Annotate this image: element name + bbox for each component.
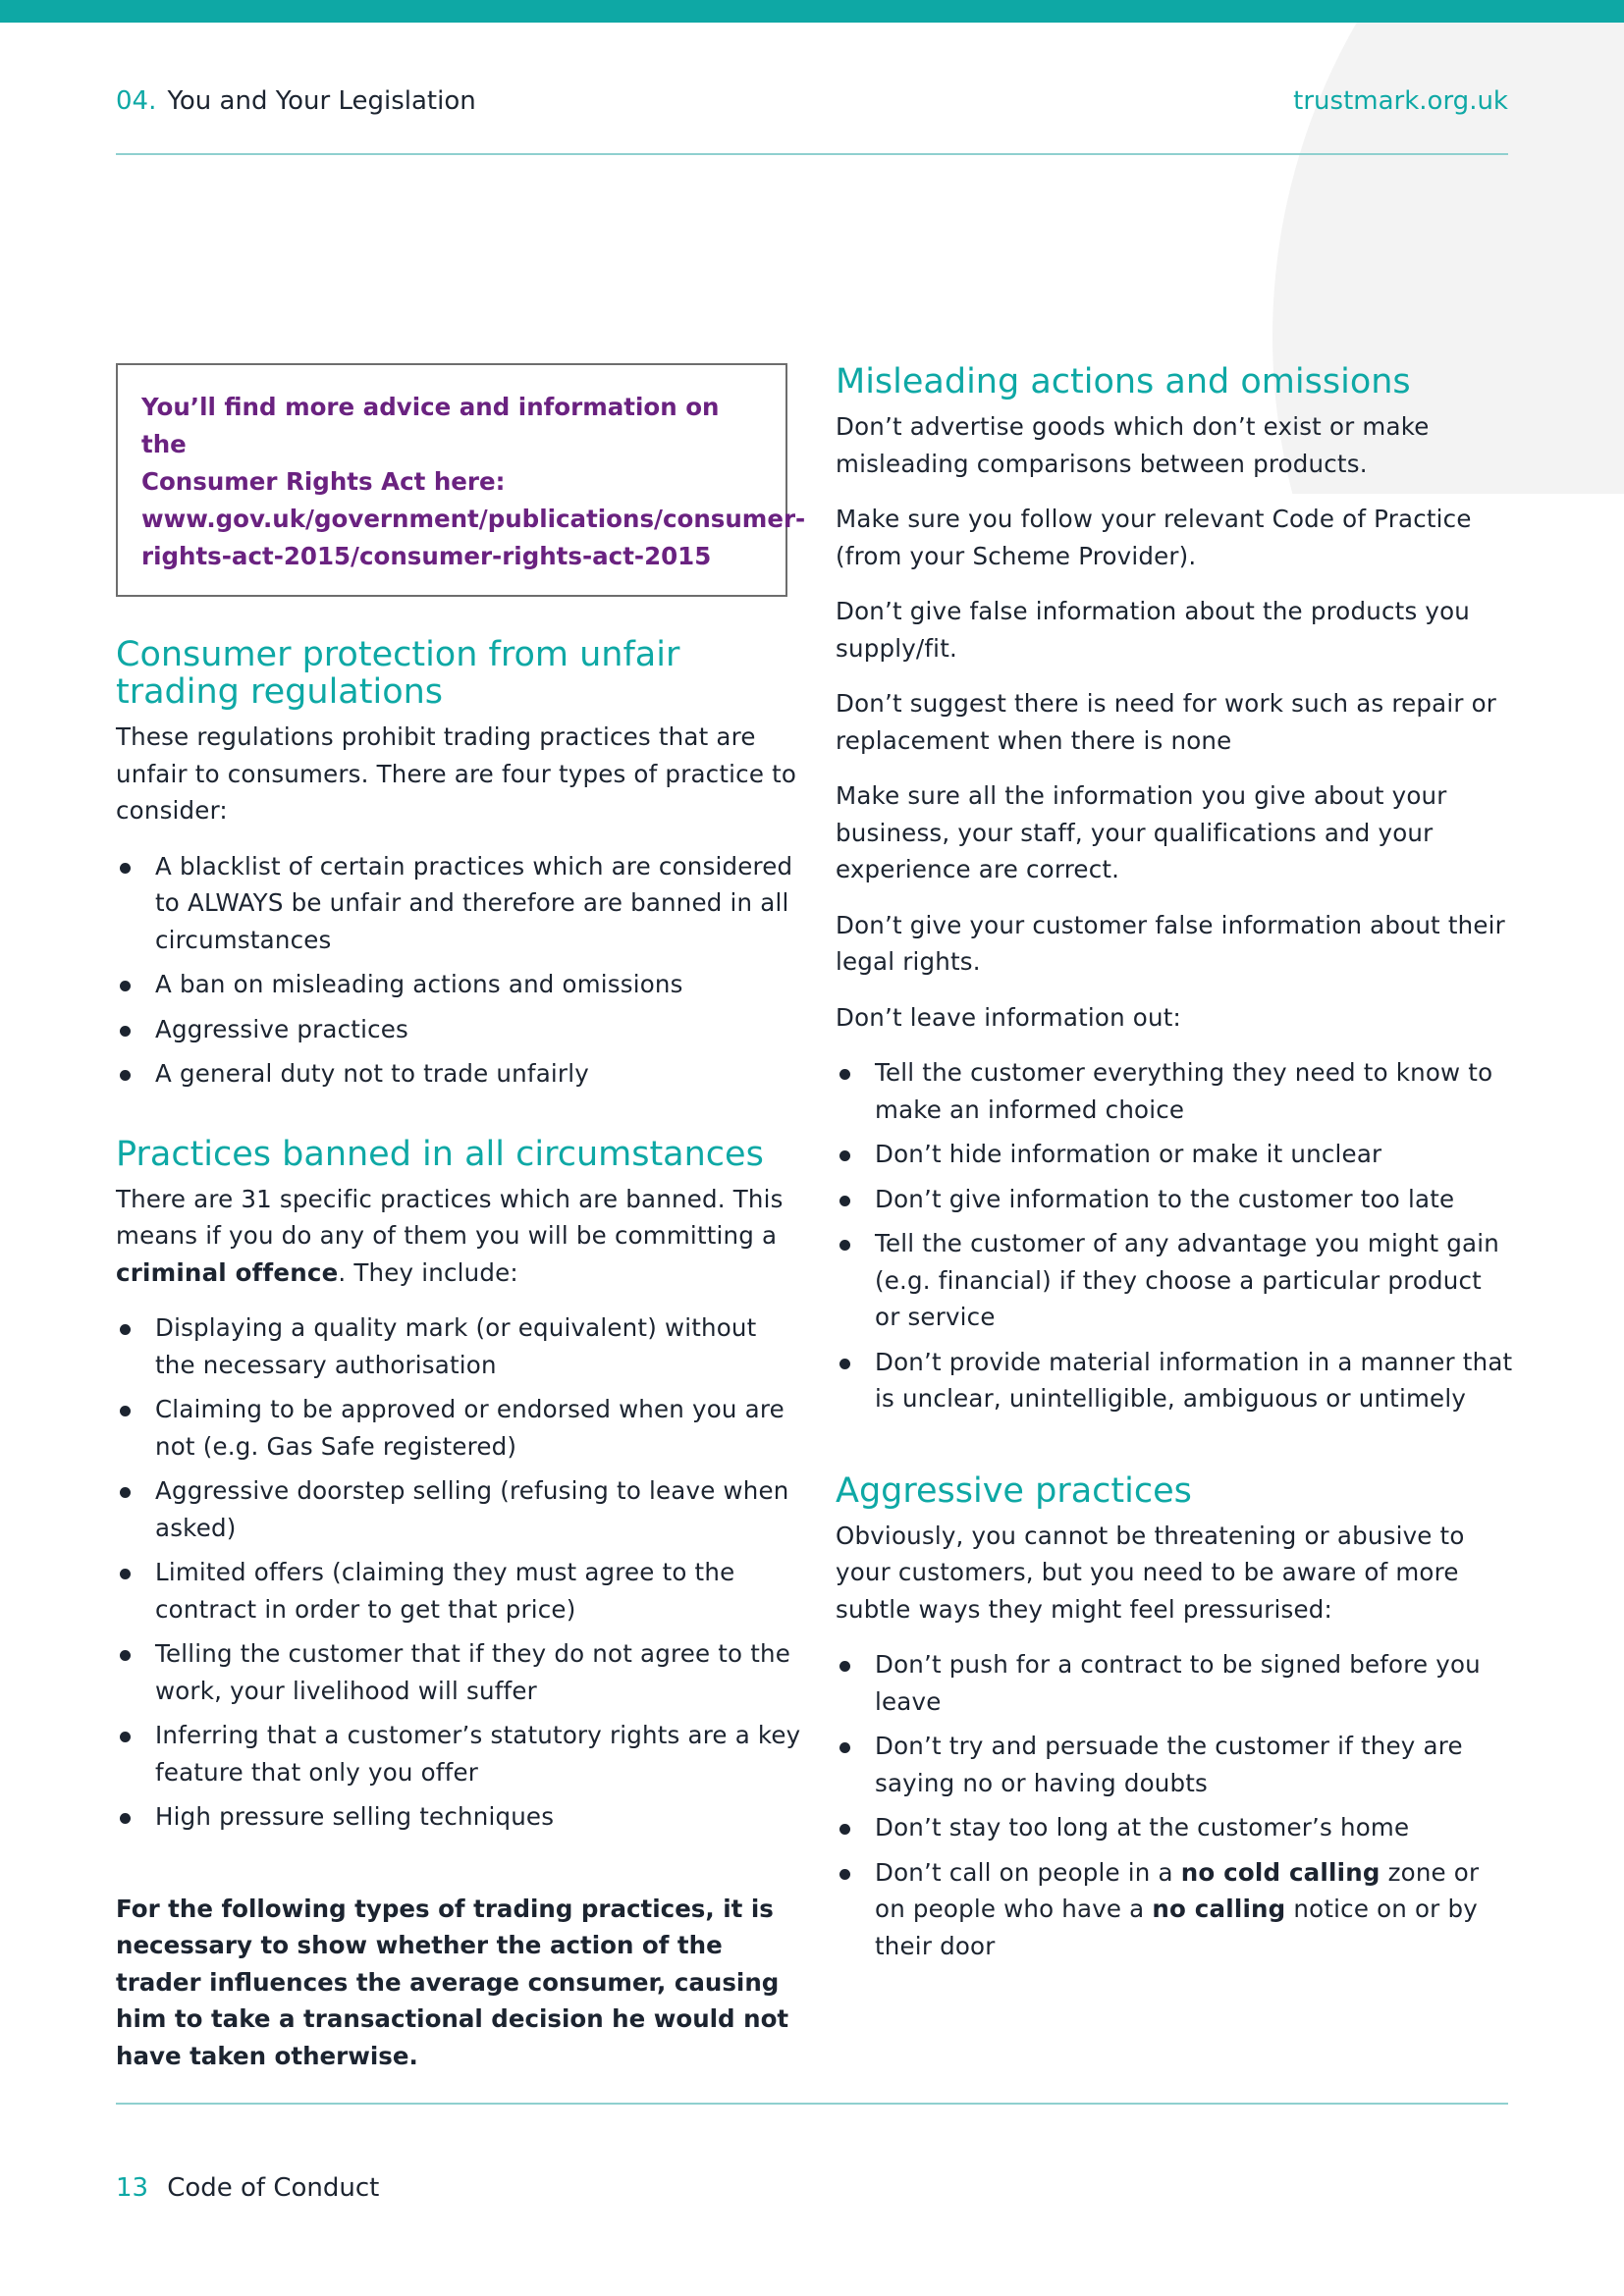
bullet-icon xyxy=(120,1732,131,1742)
list-item: Don’t give information to the customer too late xyxy=(836,1181,1513,1218)
list-item: Tell the customer everything they need to know to make an informed choice xyxy=(836,1054,1513,1128)
info-box xyxy=(116,363,806,597)
list-item: A blacklist of certain practices which are considered to ALWAYS be unfair and therefore are banned in all circumstances xyxy=(116,848,803,959)
header-divider xyxy=(116,153,1508,155)
top-accent-bar xyxy=(0,0,1624,23)
bullet-icon xyxy=(120,1026,131,1037)
footer-divider xyxy=(116,2103,1508,2105)
page-footer xyxy=(116,2173,379,2203)
list-item: High pressure selling techniques xyxy=(116,1798,803,1836)
list-item: A ban on misleading actions and omissions xyxy=(116,966,803,1003)
bullet-icon xyxy=(839,1869,850,1880)
consumer-protection-intro: These regulations prohibit trading practices that are unfair to consumers. There are four types of practice to consider: xyxy=(116,722,797,825)
misleading-heading: Misleading actions and omissions xyxy=(836,362,1411,401)
list-item: Don’t provide material information in a manner that is unclear, unintelligible, ambiguous or untimely xyxy=(836,1344,1513,1417)
bullet-icon xyxy=(839,1069,850,1080)
bullet-icon xyxy=(839,1359,850,1369)
paragraph: Make sure you follow your relevant Code of Practice (from your Scheme Provider). xyxy=(836,505,1472,570)
paragraph: Don’t suggest there is need for work such as repair or replacement when there is none xyxy=(836,689,1497,755)
section-number: 04. xyxy=(116,86,157,116)
info-box-line: You’ll find more advice and information on the xyxy=(141,393,720,458)
list-item: Aggressive practices xyxy=(116,1011,803,1048)
bullet-icon xyxy=(839,1824,850,1835)
list-item: Don’t try and persuade the customer if they are saying no or having doubts xyxy=(836,1728,1513,1801)
bullet-icon xyxy=(120,1070,131,1081)
site-link[interactable]: trustmark.org.uk xyxy=(1293,86,1508,116)
consumer-protection-list xyxy=(116,848,803,1093)
bullet-icon xyxy=(839,1240,850,1251)
consumer-protection-heading: Consumer protection from unfair trading regulations xyxy=(116,635,680,712)
list-item: Limited offers (claiming they must agree to the contract in order to get that price) xyxy=(116,1554,803,1628)
bullet-icon xyxy=(120,1324,131,1335)
list-item: Don’t call on people in a no cold calling zone or on people who have a no calling notice on or by their door xyxy=(836,1854,1513,1965)
section-title: You and Your Legislation xyxy=(167,86,476,116)
list-item: Telling the customer that if they do not agree to the work, your livelihood will suffer xyxy=(116,1635,803,1709)
bullet-icon xyxy=(120,1569,131,1579)
info-box-link[interactable]: rights-act-2015/consumer-rights-act-2015 xyxy=(141,542,712,570)
bullet-icon xyxy=(839,1150,850,1161)
bullet-icon xyxy=(120,1650,131,1661)
bullet-icon xyxy=(839,1196,850,1206)
bullet-icon xyxy=(120,863,131,874)
list-item: Claiming to be approved or endorsed when you are not (e.g. Gas Safe registered) xyxy=(116,1391,803,1465)
bullet-icon xyxy=(120,981,131,991)
aggressive-practices-list xyxy=(836,1646,1513,1964)
left-column xyxy=(116,363,806,2074)
info-box-link[interactable]: www.gov.uk/government/publications/consumer- xyxy=(141,505,806,533)
list-item: Displaying a quality mark (or equivalent) without the necessary authorisation xyxy=(116,1309,803,1383)
paragraph: Don’t leave information out: xyxy=(836,1002,1181,1032)
closing-statement: For the following types of trading practices, it is necessary to show whether the action of the trader influences the average consumer, causing him to take a transactional decision he would not have taken otherwise. xyxy=(116,1894,789,2070)
bullet-icon xyxy=(839,1661,850,1672)
practices-banned-list xyxy=(116,1309,803,1836)
paragraph: Don’t advertise goods which don’t exist or make misleading comparisons between products. xyxy=(836,412,1430,478)
bullet-icon xyxy=(120,1813,131,1824)
footer-title: Code of Conduct xyxy=(167,2173,380,2203)
page-number: 13 xyxy=(116,2173,149,2203)
right-column xyxy=(836,363,1513,1982)
list-item: Aggressive doorstep selling (refusing to leave when asked) xyxy=(116,1472,803,1546)
paragraph: Don’t give your customer false information about their legal rights. xyxy=(836,910,1505,976)
page-header xyxy=(116,86,1508,126)
misleading-list xyxy=(836,1054,1513,1417)
list-item: Inferring that a customer’s statutory rights are a key feature that only you offer xyxy=(116,1717,803,1790)
list-item: A general duty not to trade unfairly xyxy=(116,1055,803,1093)
list-item: Don’t hide information or make it unclear xyxy=(836,1136,1513,1173)
practices-banned-intro: There are 31 specific practices which are banned. This means if you do any of them you will be committing a criminal offence. They include: xyxy=(116,1184,784,1287)
bullet-icon xyxy=(839,1742,850,1753)
aggressive-practices-heading: Aggressive practices xyxy=(836,1470,1192,1511)
list-item: Don’t stay too long at the customer’s home xyxy=(836,1809,1513,1846)
paragraph: Make sure all the information you give about your business, your staff, your qualifications and your experience are correct. xyxy=(836,781,1447,883)
list-item: Don’t push for a contract to be signed before you leave xyxy=(836,1646,1513,1720)
bullet-icon xyxy=(120,1487,131,1498)
bullet-icon xyxy=(120,1406,131,1416)
info-box-line: Consumer Rights Act here: xyxy=(141,467,506,496)
paragraph: Don’t give false information about the products you supply/fit. xyxy=(836,597,1471,663)
practices-banned-heading: Practices banned in all circumstances xyxy=(116,1134,764,1174)
aggressive-practices-intro: Obviously, you cannot be threatening or abusive to your customers, but you need to be aware of more subtle ways they might feel pressurised: xyxy=(836,1521,1465,1624)
list-item: Tell the customer of any advantage you might gain (e.g. financial) if they choose a particular product or service xyxy=(836,1225,1513,1336)
